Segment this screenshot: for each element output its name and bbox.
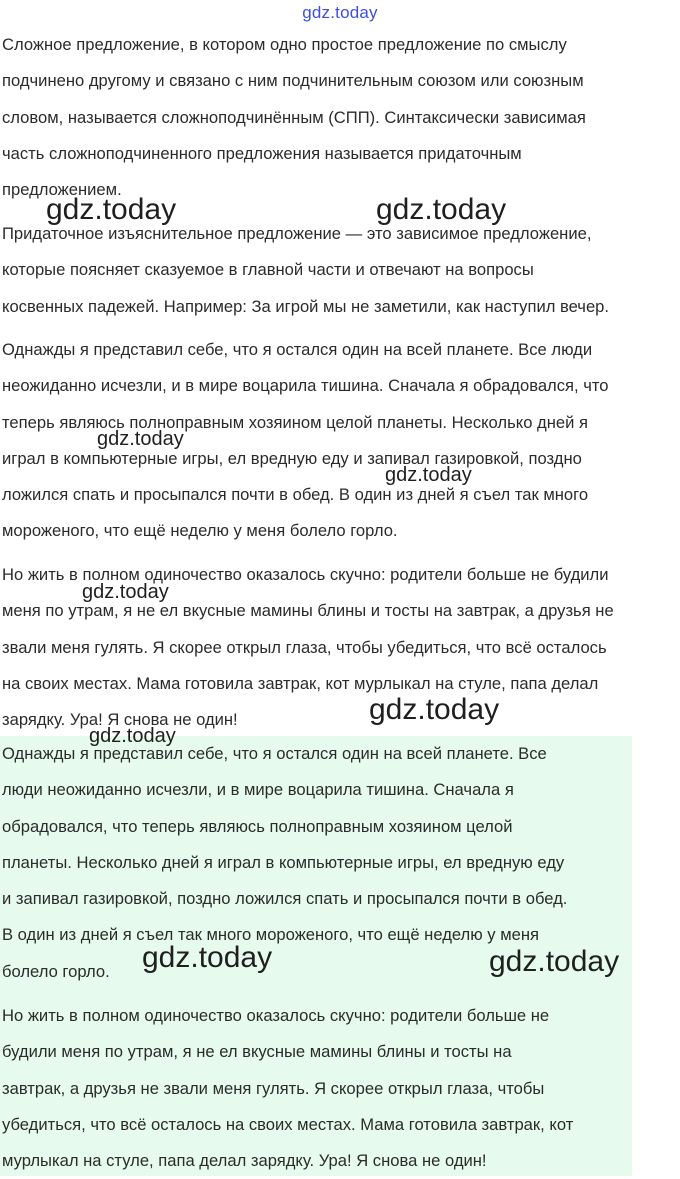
story-paragraph-2 [2,557,614,738]
text-line: Но жить в полном одиночество оказалось скучно: родители больше не будили [2,565,609,584]
text-line: на своих местах. Мама готовила завтрак, кот мурлыкал на стуле, папа делал [2,673,599,693]
text-line: планеты. Несколько дней я играл в компьютерные игры, ел вредную еду [2,852,565,872]
text-line: косвенных падежей. Например: За игрой мы не заметили, как наступил вечер. [2,296,610,316]
watermark: gdz.today [489,945,620,978]
text-line: люди неожиданно исчезли, и в мире воцарила тишина. Сначала я [2,780,514,800]
text-line: В один из дней я съел так много мороженого, что ещё неделю у меня [2,925,539,945]
watermark: gdz.today [97,428,184,450]
text-line: предложением. [2,180,122,200]
text-line: подчинено другому и связано с ним подчинительным союзом или союзным [2,71,584,91]
text-line: убедиться, что всё осталось на своих местах. Мама готовила завтрак, кот [2,1114,574,1134]
text-line: Но жить в полном одиночество оказалось скучно: родители больше не [2,1006,550,1025]
text-line: будили меня по утрам, я не ел вкусные мамины блины и тосты на [2,1042,512,1062]
text-line: Придаточное изъяснительное предложение — это зависимое предложение, [2,224,592,243]
text-line: и запивал газировкой, поздно ложился спать и просыпался почти в обед. [2,889,568,909]
text-line: обрадовался, что теперь являюсь полноправным хозяином целой [2,816,513,836]
text-line: которые поясняет сказуемое в главной части и отвечают на вопросы [2,260,534,280]
text-line: болело горло. [2,961,110,981]
story-paragraph-1 [2,332,609,550]
text-line: мороженого, что ещё неделю у меня болело горло. [2,521,398,541]
answer-paragraph-1 [2,736,567,990]
text-line: неожиданно исчезли, и в мире воцарила тишина. Сначала я обрадовался, что [2,376,609,396]
text-line: ложился спать и просыпался почти в обед. В один из дней я съел так много [2,485,589,505]
watermark: gdz.today [369,693,500,726]
text-line: Однажды я представил себе, что я остался один на всей планете. Все [2,744,547,763]
watermark: gdz.today [89,725,176,747]
watermark: gdz.today [82,581,169,603]
text-line: мурлыкал на стуле, папа делал зарядку. Ура! Я снова не один! [2,1151,487,1171]
text-line: теперь являюсь полноправным хозяином целой планеты. Несколько дней я [2,412,588,432]
theory-paragraph-explanatory-clause [2,216,609,325]
watermark: gdz.today [376,193,507,226]
answer-paragraph-2 [2,998,573,1179]
watermark: gdz.today [142,941,273,974]
text-line: Сложное предложение, в котором одно простое предложение по смыслу [2,35,567,54]
text-line: часть сложноподчиненного предложения называется придаточным [2,143,522,163]
text-line: словом, называется сложноподчинённым (СПП). Синтаксически зависимая [2,107,586,127]
theory-paragraph-definition [2,27,586,208]
site-brand-link[interactable]: gdz.today [302,3,378,22]
text-line: завтрак, а друзья не звали меня гулять. Я скорее открыл глаза, чтобы [2,1078,545,1098]
watermark: gdz.today [46,193,177,226]
text-line: Однажды я представил себе, что я остался один на всей планете. Все люди [2,340,593,359]
text-line: меня по утрам, я не ел вкусные мамины блины и тосты на завтрак, а друзья не [2,601,614,621]
watermark: gdz.today [385,464,472,486]
text-line: зарядку. Ура! Я снова не один! [2,710,238,730]
text-line: звали меня гулять. Я скорее открыл глаза, чтобы убедиться, что всё осталось [2,637,607,657]
text-line: играл в компьютерные игры, ел вредную еду и запивал газировкой, поздно [2,448,582,468]
